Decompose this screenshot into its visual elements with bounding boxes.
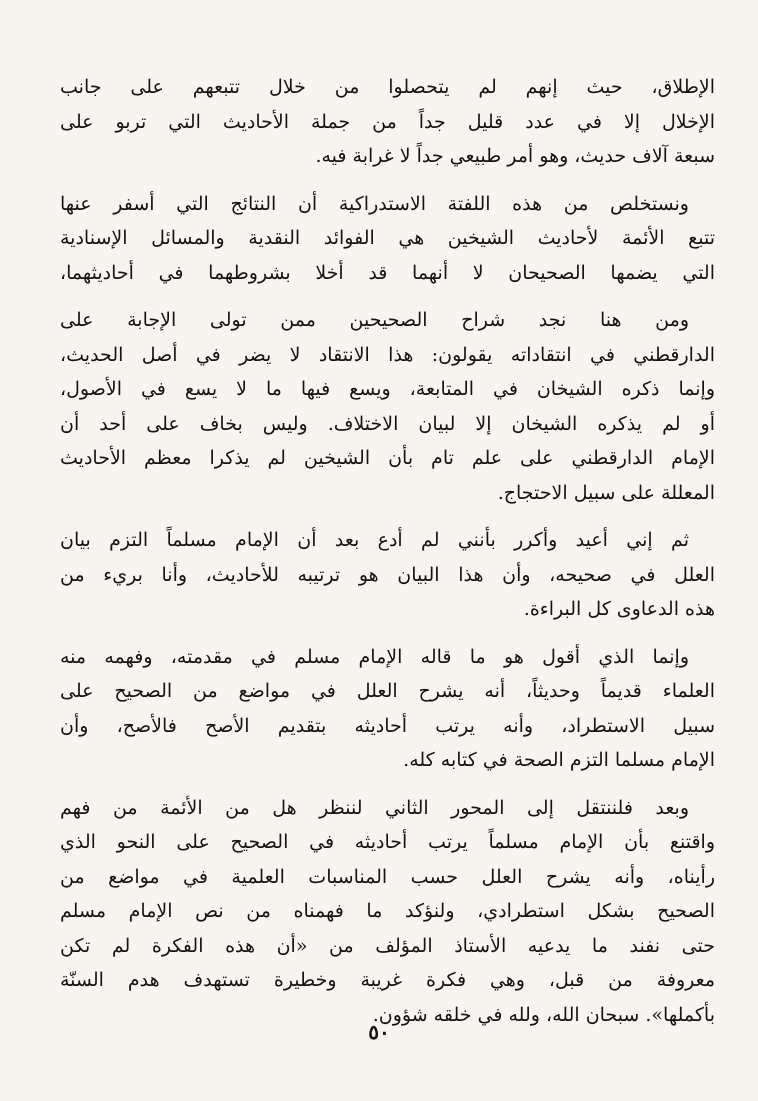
paragraph-3: [60, 303, 715, 510]
text-line: سبيل الاستطراد، وأنه يرتب أحاديثه بتقديم الأصح فالأصح، وأن: [60, 714, 715, 737]
paragraph-6: [60, 791, 715, 1033]
text-line: الإخلال إلا في عدد قليل جداً من جملة الأحاديث التي تربو على: [60, 110, 715, 133]
text-line: العلماء قديماً وحديثاً، أنه يشرح العلل في مواضع من الصحيح على: [60, 680, 715, 702]
text-line: ومن هنا نجد شراح الصحيحين ممن تولى الإجابة على: [60, 309, 689, 331]
paragraph-1: [60, 70, 715, 174]
paragraph-4: [60, 523, 715, 627]
text-line: الإمام الدارقطني على علم تام بأن الشيخين لم يذكرا معظم الأحاديث: [60, 447, 715, 469]
text-line: أو لم يذكره الشيخان إلا لبيان الاختلاف. وليس بخاف على أحد أن: [60, 412, 715, 435]
text-line: هذه الدعاوى كل البراءة.: [523, 598, 715, 620]
text-line: الإطلاق، حيث إنهم لم يتحصلوا من خلال تتبعهم على جانب: [60, 76, 715, 98]
text-line: ونستخلص من هذه اللفتة الاستدراكية أن النتائج التي أسفر عنها: [60, 192, 689, 215]
text-line: تتبع الأئمة لأحاديث الشيخين هي الفوائد النقدية والمسائل الإسنادية: [60, 227, 715, 249]
text-line: الصحيح بشكل استطرادي، ولنؤكد ما فهمناه من نص الإمام مسلم: [60, 900, 715, 922]
text-line: وبعد فلننتقل إلى المحور الثاني لننظر هل من الأئمة من فهم: [60, 796, 689, 819]
text-line: رأيناه، وأنه يشرح العلل حسب المناسبات العلمية في مواضع من: [60, 865, 715, 888]
page-number: ٥٠: [368, 1020, 390, 1044]
text-line: سبعة آلاف حديث، وهو أمر طبيعي جداً لا غرابة فيه.: [315, 145, 715, 167]
text-line: الدارقطني في انتقاداته يقولون: هذا الانتقاد لا يضر في أصل الحديث،: [60, 343, 715, 366]
paragraph-5: [60, 640, 715, 778]
paragraph-2: [60, 187, 715, 291]
text-line: المعللة على سبيل الاحتجاج.: [497, 481, 715, 504]
text-line: ثم إني أعيد وأكرر بأنني لم أدع بعد أن الإمام مسلماً التزم بيان: [60, 529, 689, 551]
text-line: الإمام مسلما التزم الصحة في كتابه كله.: [403, 749, 715, 771]
text-line: معروفة من قبل، وهي فكرة غريبة وخطيرة تستهدف هدم السنّة: [60, 969, 715, 991]
text-line: حتى نفند ما يدعيه الأستاذ المؤلف من «أن هذه الفكرة لم تكن: [60, 934, 715, 957]
text-line: وإنما الذي أقول هو ما قاله الإمام مسلم في مقدمته، وفهمه منه: [60, 645, 689, 668]
text-line: وإنما ذكره الشيخان في المتابعة، ويسع فيها ما لا يسع في الأصول،: [60, 378, 715, 400]
page-body: [60, 70, 715, 1045]
text-line: واقتنع بأن الإمام مسلماً يرتب أحاديثه في الصحيح على النحو الذي: [60, 831, 715, 853]
text-line: بأكملها». سبحان الله، ولله في خلقه شؤون.: [372, 1003, 715, 1026]
text-line: التي يضمها الصحيحان لا أنهما قد أخلا بشروطهما في أحاديثهما،: [60, 261, 715, 284]
text-line: العلل في صحيحه، وأن هذا البيان هو ترتيبه للأحاديث، وأنا بريء من: [60, 563, 715, 586]
